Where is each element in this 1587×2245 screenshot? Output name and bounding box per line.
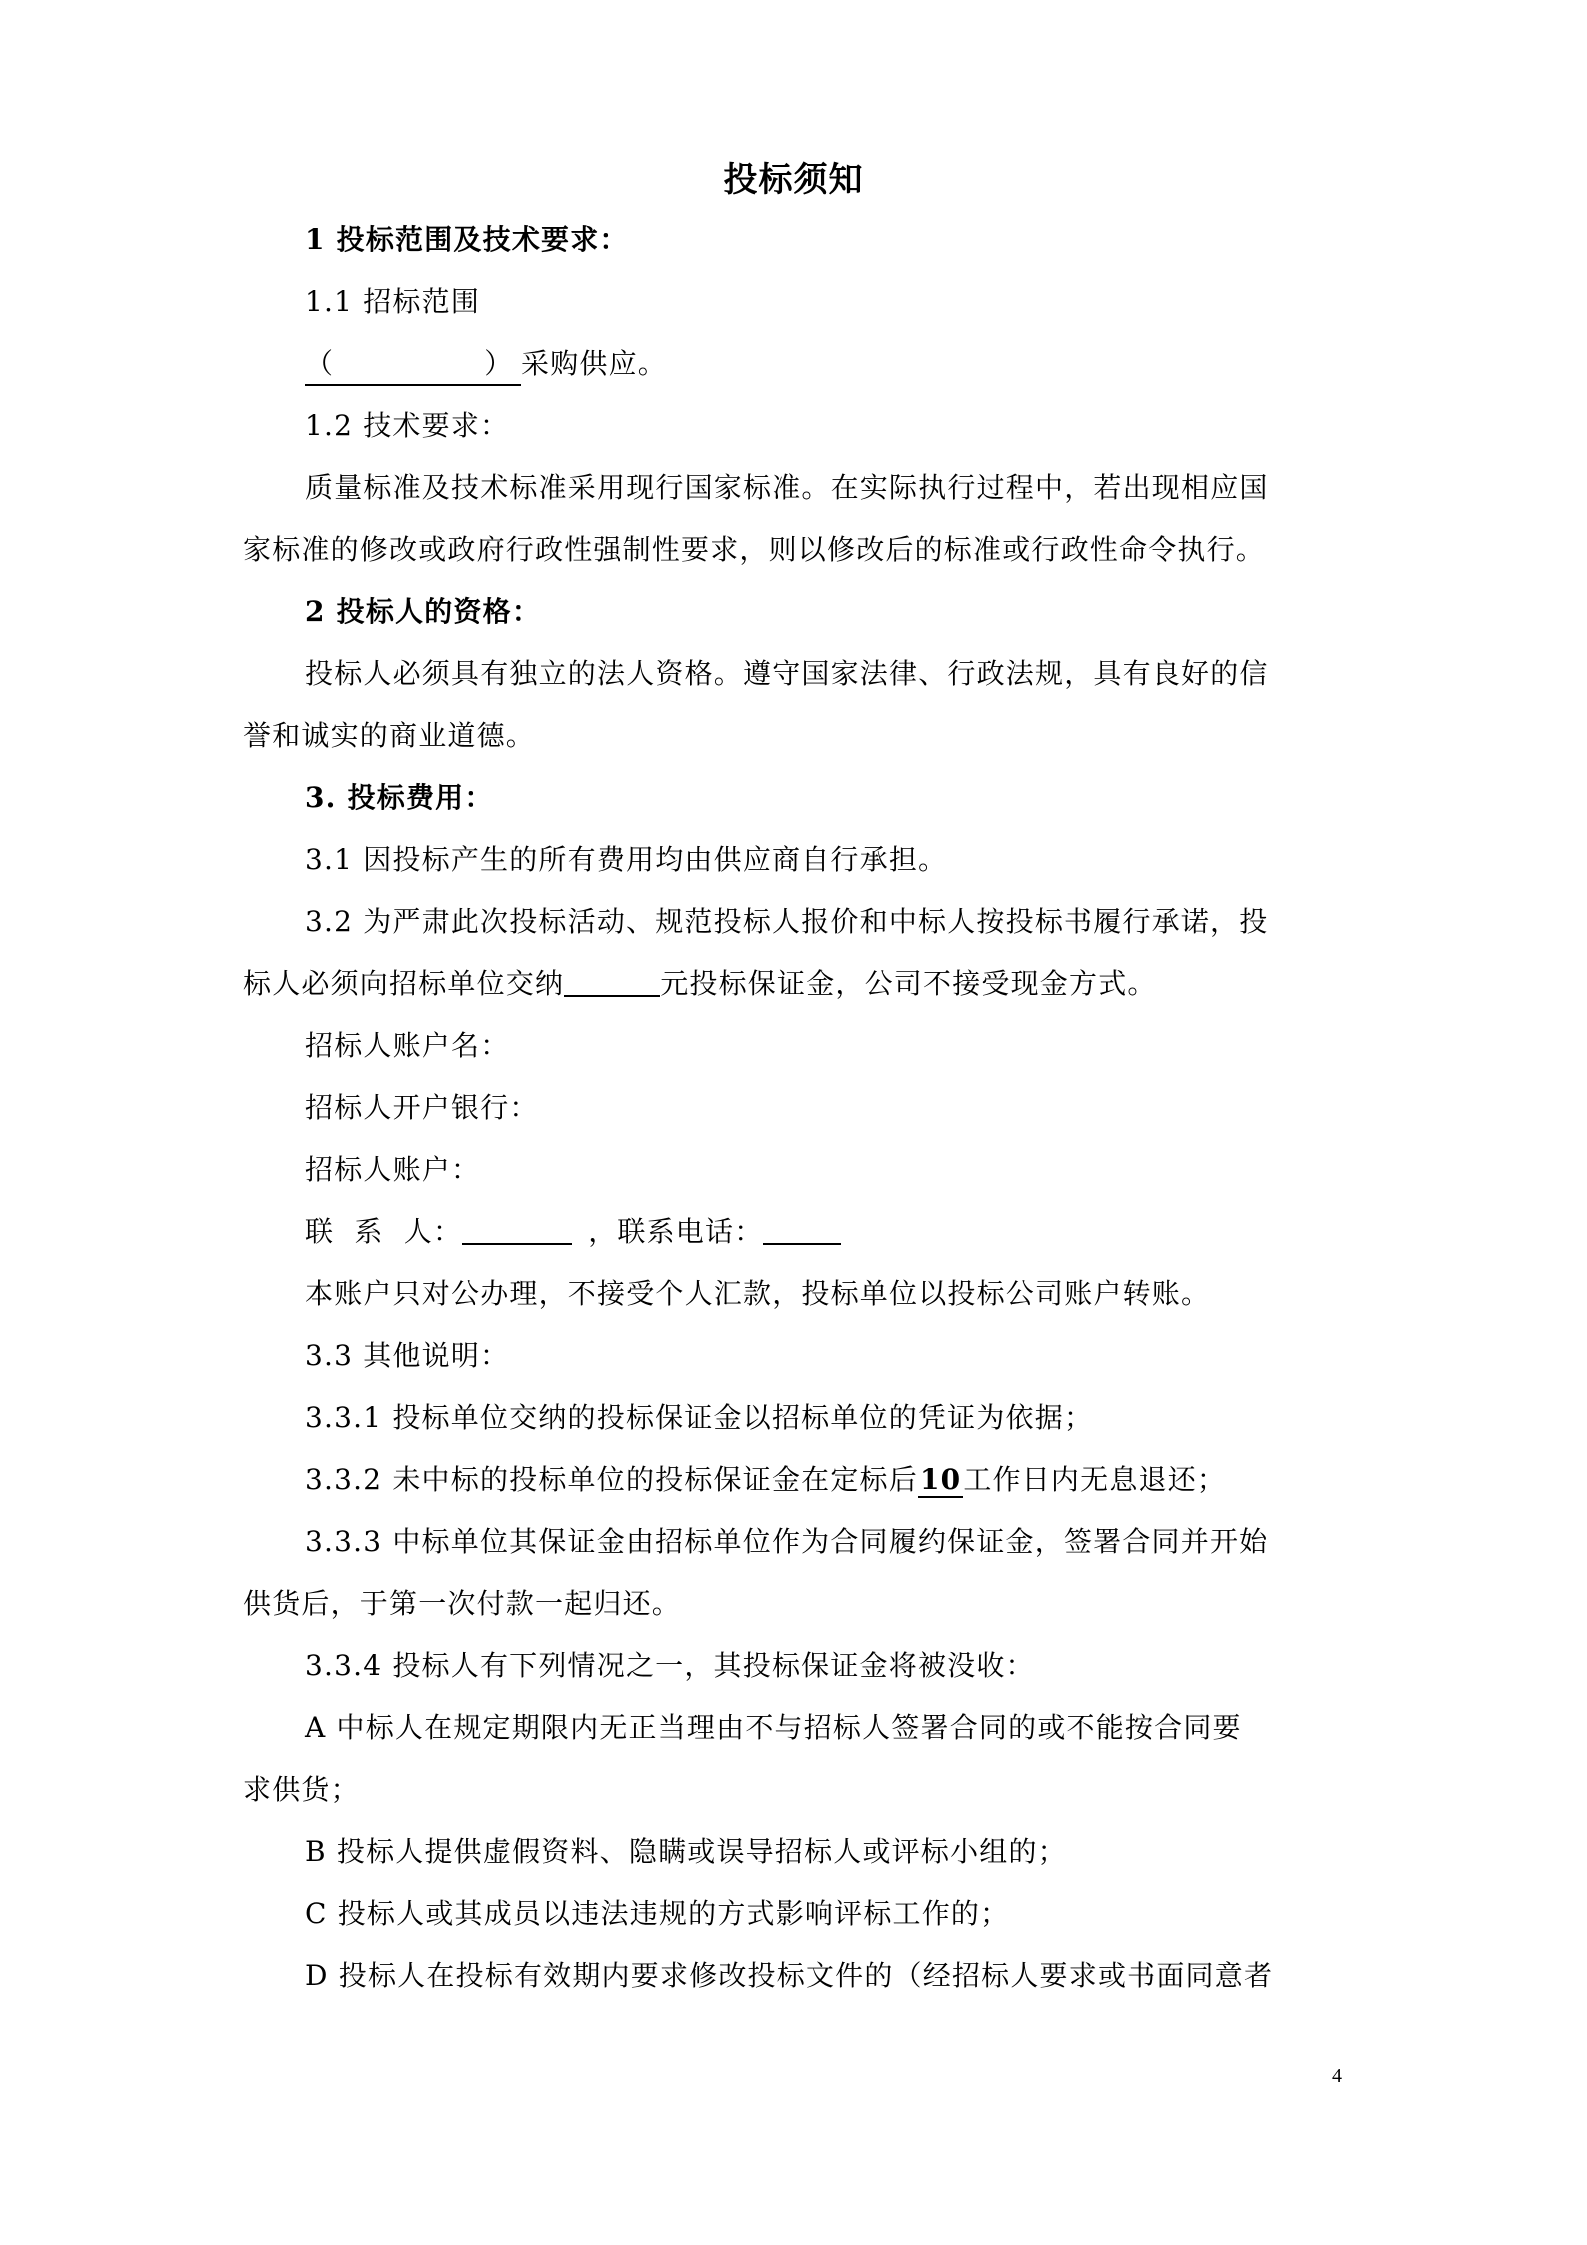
scope-line xyxy=(305,342,667,386)
section-3-heading: 3. 投标费用： xyxy=(305,781,494,814)
item-d: D 投标人在投标有效期内要求修改投标文件的（经招标人要求或书面同意者 xyxy=(305,1959,1274,1992)
deposit-prefix: 标人必须向招标单位交纳 xyxy=(243,967,565,1000)
refund-prefix: 3.3.2 未中标的投标单位的投标保证金在定标后 xyxy=(305,1463,918,1496)
contact-person-blank xyxy=(462,1215,572,1245)
section-3-3-3-line-2: 供货后，于第一次付款一起归还。 xyxy=(243,1587,682,1620)
scope-blank xyxy=(305,342,521,386)
refund-suffix: 工作日内无息退还； xyxy=(963,1463,1227,1496)
section-3-3-1: 3.3.1 投标单位交纳的投标保证金以招标单位的凭证为依据； xyxy=(305,1401,1094,1434)
scope-open-paren: （ xyxy=(305,347,335,380)
item-a-line-1: A 中标人在规定期限内无正当理由不与招标人签署合同的或不能按合同要 xyxy=(305,1711,1242,1744)
section-3-3: 3.3 其他说明： xyxy=(305,1339,510,1372)
contact-line xyxy=(305,1210,841,1250)
section-1-2: 1.2 技术要求： xyxy=(305,409,510,442)
item-a-line-2: 求供货； xyxy=(243,1773,360,1806)
refund-days: 10 xyxy=(919,1463,962,1496)
section-3-2-line-2 xyxy=(243,962,1157,1002)
contact-phone-blank xyxy=(763,1215,841,1245)
qualification-line-2: 誉和诚实的商业道德。 xyxy=(243,719,536,752)
account-number: 招标人账户： xyxy=(305,1153,481,1186)
section-2-heading: 2 投标人的资格： xyxy=(305,595,542,628)
account-name: 招标人账户名： xyxy=(305,1029,510,1062)
scope-close-paren: ） xyxy=(484,347,514,380)
account-bank: 招标人开户银行： xyxy=(305,1091,539,1124)
contact-phone-label: ，联系电话： xyxy=(588,1215,764,1248)
item-b: B 投标人提供虚假资料、隐瞒或误导招标人或评标小组的； xyxy=(305,1835,1067,1868)
deposit-suffix: 元投标保证金，公司不接受现金方式。 xyxy=(660,967,1157,1000)
page-title: 投标须知 xyxy=(723,160,864,200)
section-3-2-line-1: 3.2 为严肃此次投标活动、规范投标人报价和中标人按投标书履行承诺，投 xyxy=(305,905,1269,938)
page-number: 4 xyxy=(1332,2065,1342,2087)
section-1-heading: 1 投标范围及技术要求： xyxy=(305,223,629,256)
deposit-amount-blank xyxy=(564,967,660,997)
tech-req-line-1: 质量标准及技术标准采用现行国家标准。在实际执行过程中，若出现相应国 xyxy=(305,471,1269,504)
tech-req-line-2: 家标准的修改或政府行政性强制性要求，则以修改后的标准或行政性命令执行。 xyxy=(243,533,1266,566)
scope-suffix: 采购供应。 xyxy=(521,347,668,380)
section-3-3-4: 3.3.4 投标人有下列情况之一，其投标保证金将被没收： xyxy=(305,1649,1035,1682)
section-1-1: 1.1 招标范围 xyxy=(305,285,481,318)
contact-label: 联 系 人： xyxy=(305,1215,463,1248)
account-note: 本账户只对公办理，不接受个人汇款，投标单位以投标公司账户转账。 xyxy=(305,1277,1211,1310)
item-c: C 投标人或其成员以违法违规的方式影响评标工作的； xyxy=(305,1897,1010,1930)
section-3-1: 3.1 因投标产生的所有费用均由供应商自行承担。 xyxy=(305,843,948,876)
qualification-line-1: 投标人必须具有独立的法人资格。遵守国家法律、行政法规，具有良好的信 xyxy=(305,657,1269,690)
section-3-3-3-line-1: 3.3.3 中标单位其保证金由招标单位作为合同履约保证金，签署合同并开始 xyxy=(305,1525,1269,1558)
section-3-3-2 xyxy=(305,1458,1226,1498)
